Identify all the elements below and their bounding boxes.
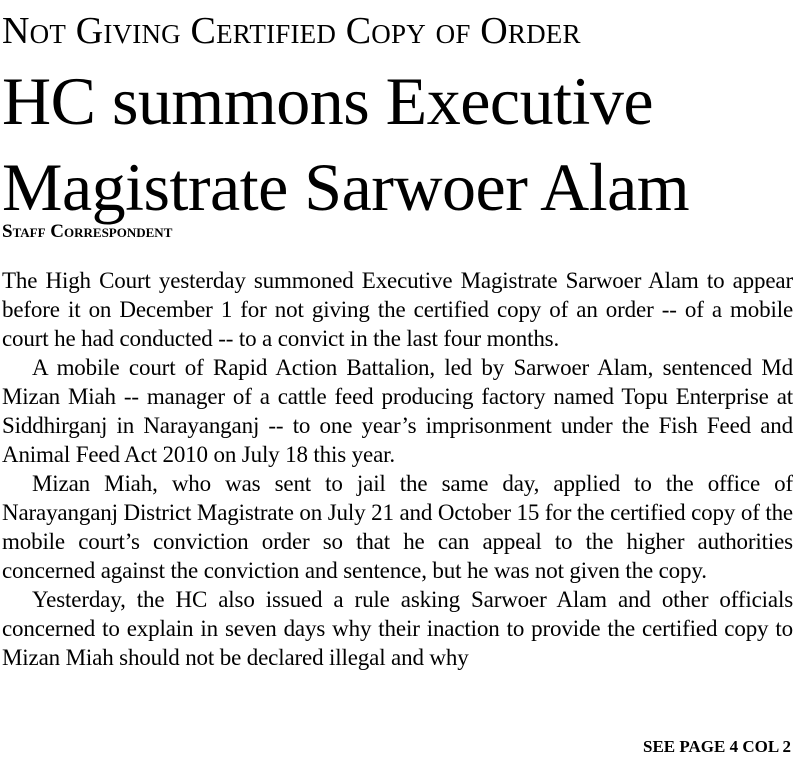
byline: Staff Correspondent — [2, 221, 173, 242]
headline: HC summons Executive Magistrate Sarwoer Alam — [2, 63, 690, 225]
paragraph-1: The High Court yesterday summoned Executive Magistrate Sarwoer Alam to appear before it on December 1 for not giving the certified copy of an order -- of a mobile court he had conducted -- to a convict in the last four months. — [2, 268, 793, 351]
paragraph-3: Mizan Miah, who was sent to jail the same day, applied to the office of Narayanganj District Magistrate on July 21 and October 15 for the certified copy of the mobile court’s conviction order so that he can appeal to the higher authorities concerned against the conviction and sentence, but he was not given the copy. — [2, 471, 793, 583]
article-body — [2, 266, 793, 672]
continued-jump-line: SEE PAGE 4 COL 2 — [643, 737, 791, 756]
kicker: Not Giving Certified Copy of Order — [2, 10, 581, 52]
paragraph-4: Yesterday, the HC also issued a rule asking Sarwoer Alam and other officials concerned to explain in seven days why their inaction to provide the certified copy to Mizan Miah should not be declared illegal and why — [2, 587, 793, 670]
paragraph-2: A mobile court of Rapid Action Battalion, led by Sarwoer Alam, sentenced Md Mizan Miah -- manager of a cattle feed producing factory named Topu Enterprise at Siddhirganj in Narayanganj -- to one year’s imprisonment under the Fish Feed and Animal Feed Act 2010 on July 18 this year. — [2, 355, 793, 467]
